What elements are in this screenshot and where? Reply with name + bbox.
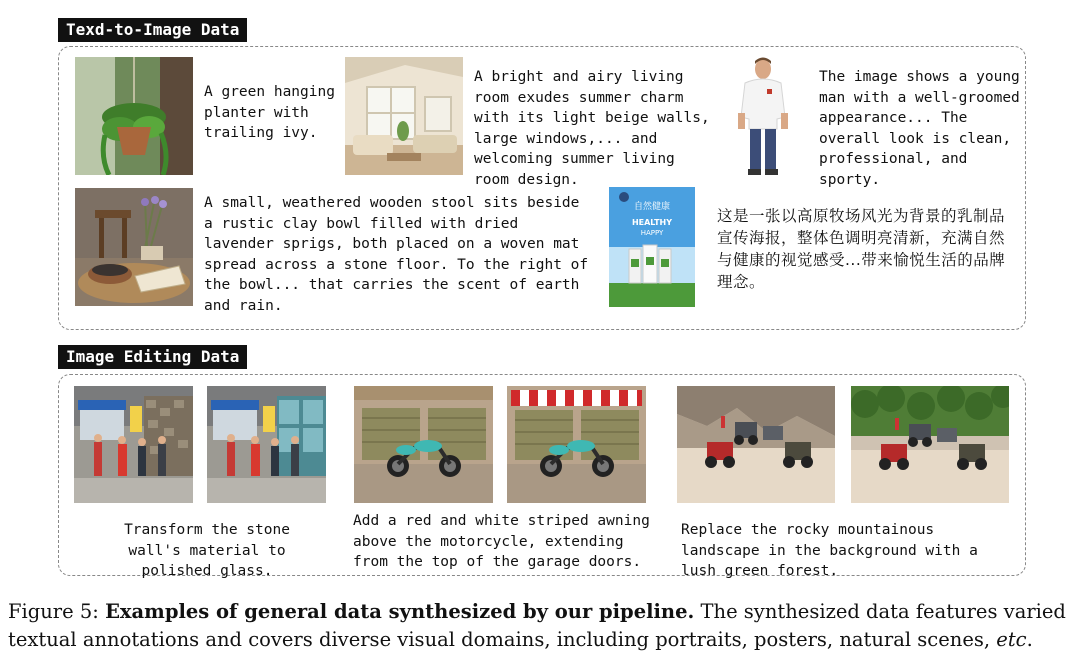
wooden-stool-photo: [75, 188, 193, 306]
jeeps-before-photo: [677, 386, 835, 503]
t2i-caption-young-man: The image shows a young man with a well-groomed appearance... The overall look is clean, professional, and sporty.: [819, 69, 1020, 188]
figure-caption-bold: Examples of general data synthesized by our pipeline.: [105, 600, 695, 623]
poster-title-cn: 自然健康: [633, 202, 671, 212]
edit-section-tag: Image Editing Data: [58, 345, 247, 369]
motorcycle-after-photo: [507, 386, 646, 503]
young-man-photo: [727, 55, 799, 177]
jeeps-after-photo: [851, 386, 1009, 503]
street-after-photo: [207, 386, 326, 503]
motorcycle-before-photo: [354, 386, 493, 503]
t2i-caption-living-room: A bright and airy living room exudes summer charm with its light beige walls, large windows,... and welcoming summer living room design.: [474, 69, 710, 188]
hanging-planter-photo: [75, 57, 193, 175]
figure-caption: [8, 598, 1074, 654]
figure-caption-period: .: [1026, 628, 1033, 651]
t2i-caption-poster: 这是一张以高原牧场风光为背景的乳制品宣传海报，整体色调明亮清新，充满自然与健康的视觉感受...带来愉悦生活的品牌理念。: [717, 207, 1006, 291]
dairy-poster: [609, 187, 695, 307]
living-room-photo: [345, 57, 463, 175]
edit-caption-motorcycle: Add a red and white striped awning above the motorcycle, extending from the top of the garage doors.: [353, 513, 650, 570]
t2i-caption-stool: A small, weathered wooden stool sits beside a rustic clay bowl filled with dried lavender sprigs, both placed on a woven mat spread across a stone floor. To the right of the bowl... that carries the scent of earth and rain.: [204, 195, 589, 314]
figure-caption-text: The synthesized data features varied textual annotations and covers diverse visual domains, including portraits, posters, natural scenes,: [8, 600, 1066, 651]
edit-caption-street: Transform the stone wall's material to polished glass.: [124, 522, 290, 579]
figure-label: Figure: [8, 600, 74, 623]
poster-title-en: HEALTHY: [631, 218, 673, 227]
edit-caption-jeeps: Replace the rocky mountainous landscape in the background with a lush green forest.: [681, 522, 978, 579]
figure-caption-etc: etc: [996, 628, 1027, 651]
figure-number: 5:: [79, 600, 99, 623]
t2i-section-tag: Texd-to-Image Data: [58, 18, 247, 42]
poster-subtitle: HAPPY: [640, 229, 664, 237]
t2i-caption-planter: A green hanging planter with trailing ivy.: [204, 84, 335, 141]
street-before-photo: [74, 386, 193, 503]
